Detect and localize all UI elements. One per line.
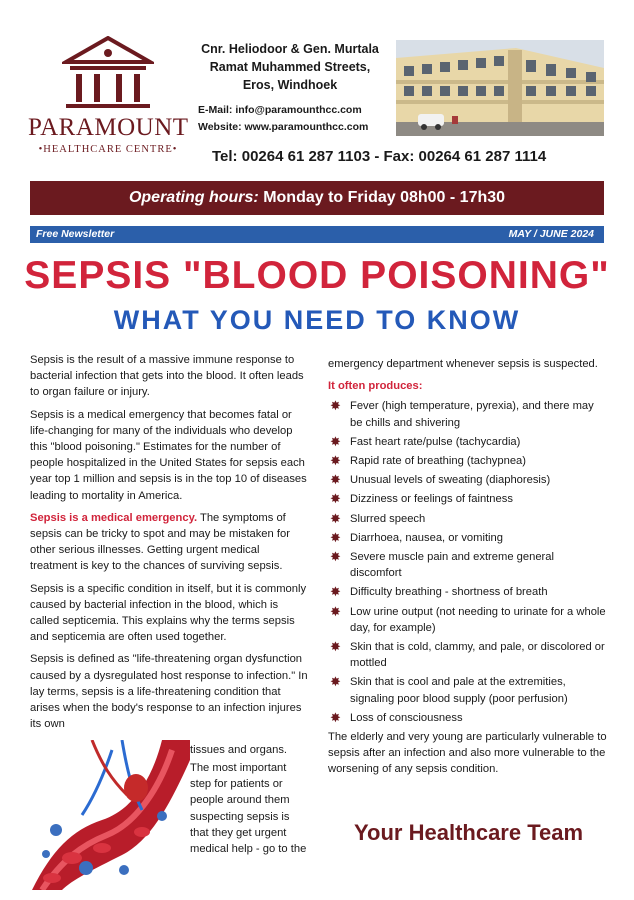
logo-name: PARAMOUNT [28,114,189,141]
building-illustration [396,40,604,136]
paragraph: Sepsis is a medical emergency that becomes fatal or life-changing for many of the individuals who develop this "blood poisoning." Estimates for the number of people hospitalized in the United States for sepsis each year top 1 million and sepsis is in the top 10 of diseases leading to mortality in America. [30,408,307,502]
website-text: Website: www.paramounthcc.com [198,121,369,133]
paragraph [30,510,308,575]
address [190,40,390,94]
left-column [30,352,308,738]
page-title: SEPSIS "BLOOD POISONING" [24,254,610,297]
starburst-bullet-icon: ✸ [330,674,341,690]
issue-date: MAY / JUNE 2024 [508,228,594,240]
temple-building-icon [62,36,154,110]
list-item: ✸ Loss of consciousness [330,709,463,725]
contact-info [198,102,398,136]
hours-value: Monday to Friday 08h00 - 17h30 [263,189,506,206]
newsletter-label: Free Newsletter [36,228,115,240]
paragraph: Sepsis is defined as "life-threatening organ dysfunction caused by a dysregulated host response to infection." In lay terms, sepsis is a life-threatening condition that arises when the body's response to an infection injures its own [30,653,308,731]
list-item: ✸ Unusual levels of sweating (diaphoresis) [330,472,551,488]
starburst-bullet-icon: ✸ [330,584,341,600]
email-text: E-Mail: info@paramounthcc.com [198,104,362,116]
starburst-bullet-icon: ✸ [330,709,341,725]
address-line: Eros, Windhoek [242,78,338,92]
list-item: ✸ Severe muscle pain and extreme general discomfort [330,549,554,580]
paragraph: The elderly and very young are particularly vulnerable to sepsis after an infection and also more vulnerable to the worsening of any sepsis condition. [328,731,607,776]
starburst-bullet-icon: ✸ [330,639,341,655]
list-item: ✸ Rapid rate of breathing (tachypnea) [330,453,527,469]
hours-label: Operating hours: [128,189,259,206]
page-subtitle: WHAT YOU NEED TO KNOW [113,305,521,335]
signoff: Your Healthcare Team [354,820,584,845]
list-item: ✸ Skin that is cold, clammy, and pale, or discolored or mottled [330,639,605,670]
starburst-bullet-icon: ✸ [330,491,341,507]
list-item: ✸ Fast heart rate/pulse (tachycardia) [330,433,521,449]
list-item: ✸ Dizziness or feelings of faintness [330,491,513,507]
starburst-bullet-icon: ✸ [330,398,341,414]
address-line: Cnr. Heliodoor & Gen. Murtala [201,42,379,56]
starburst-bullet-icon: ✸ [330,472,341,488]
paragraph: Sepsis is the result of a massive immune response to bacterial infection that gets into the blood. It often leads to organ failure or injury. [30,354,304,399]
list-item: ✸ Slurred speech [330,510,426,526]
phone-fax: Tel: 00264 61 287 1103 - Fax: 00264 61 287 1114 [212,148,547,165]
starburst-bullet-icon: ✸ [330,603,341,619]
list-item: ✸ Skin that is cool and pale at the extremities, signaling poor blood supply (poor perfusion) [330,674,568,705]
building-photo [396,40,604,136]
paragraph-text: The symptoms of sepsis can be tricky to spot and may be mistaken for other serious illnesses. Getting urgent medical treatment is key to the chances of surviving sepsis. [30,511,290,573]
paragraph: emergency department whenever sepsis is suspected. [328,358,598,370]
logo-subtitle: •HEALTHCARE CENTRE• [38,144,178,155]
address-line: Ramat Muhammed Streets, [209,60,371,74]
paragraph: Sepsis is a specific condition in itself, but it is commonly caused by bacterial infection in the blood, which is called septicemia. This explains why the terms sepsis and septicemia are often used together. [30,582,307,644]
blood-vessel-illustration [32,740,190,890]
right-column [328,356,608,784]
header [0,0,634,178]
starburst-bullet-icon: ✸ [330,529,341,545]
paragraph: The most important step for patients or people around them suspecting sepsis is that they get urgent medical help - go to the [190,762,307,856]
starburst-bullet-icon: ✸ [330,453,341,469]
emphasis-text: Sepsis is a medical emergency. [30,511,198,524]
starburst-bullet-icon: ✸ [330,433,341,449]
starburst-bullet-icon: ✸ [330,549,341,565]
list-item: ✸ Difficulty breathing - shortness of breath [330,584,548,600]
list-item: ✸ Low urine output (not needing to urinate for a whole day, for example) [330,603,606,634]
newsletter-bar [30,226,604,243]
list-item: ✸ Diarrhoea, nausea, or vomiting [330,529,503,545]
operating-hours-bar [30,181,604,215]
starburst-bullet-icon: ✸ [330,510,341,526]
paragraph-end: tissues and organs. [190,744,288,756]
symptoms-heading: It often produces: [328,380,423,393]
list-item: ✸ Fever (high temperature, pyrexia), and there may be chills and shivering [330,398,594,429]
symptoms-list [328,398,608,726]
